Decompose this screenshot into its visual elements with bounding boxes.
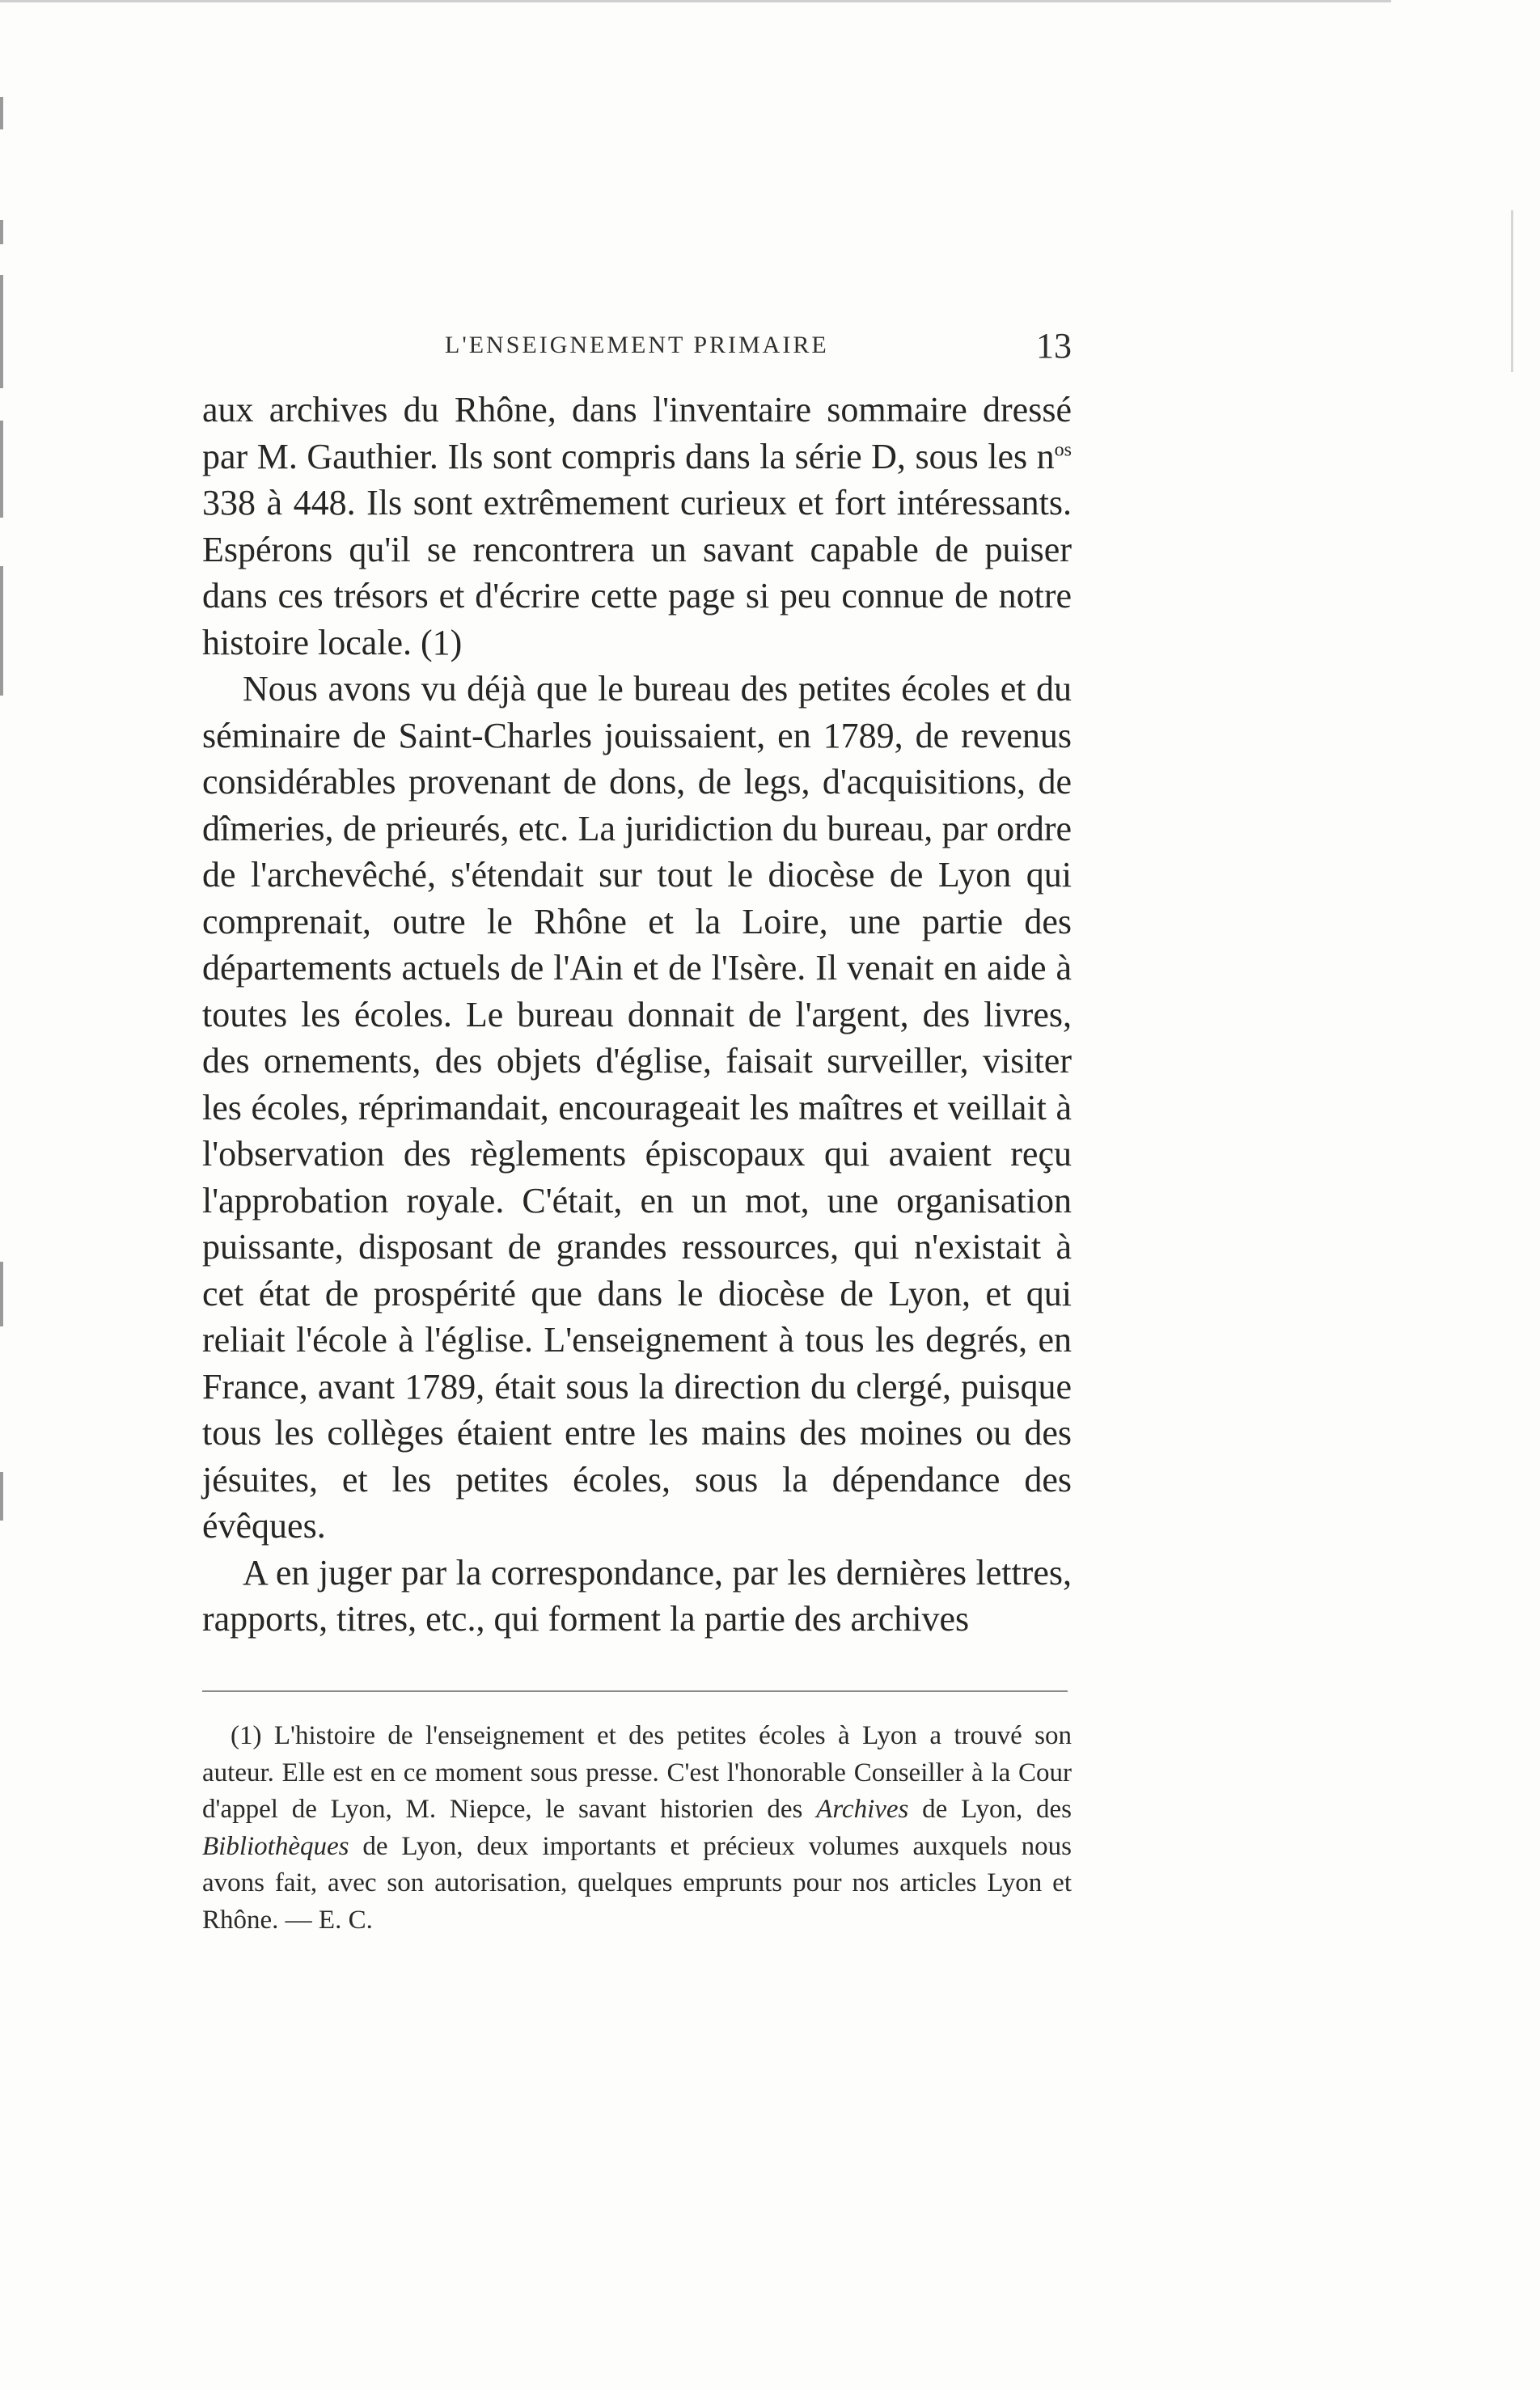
gutter-mark — [0, 566, 3, 696]
running-head — [202, 324, 1072, 372]
paragraph-1-text-b: 338 à 448. Ils sont extrêmement curieux et fort intéressants. Espérons qu'il se rencontrera un savant capable de puiser dans ces trésors et d'écrire cette page si peu connue de notre histoire locale. (1) — [202, 483, 1072, 662]
page-top-edge — [0, 0, 1391, 2]
gutter-mark — [0, 1472, 3, 1521]
main-text — [202, 387, 1072, 1643]
gutter-mark — [0, 421, 3, 518]
page-number: 13 — [1036, 326, 1072, 366]
paragraph-2: Nous avons vu déjà que le bureau des petites écoles et du séminaire de Saint-Charles jouissaient, en 1789, de revenus considérables provenant de dons, de legs, d'acquisitions, de dîmeries, de prieurés, etc. La juridiction du bureau, par ordre de l'archevêché, s'étendait sur tout le diocèse de Lyon qui comprenait, outre le Rhône et la Loire, une partie des départements actuels de l'Ain et de l'Isère. Il venait en aide à toutes les écoles. Le bureau donnait de l'argent, des livres, des ornements, des objets d'église, faisait surveiller, visiter les écoles, réprimandait, encourageait les maîtres et veillait à l'observation des règlements épiscopaux qui avaient reçu l'approbation royale. C'était, en un mot, une organisation puissante, disposant de grandes ressources, qui n'existait à cet état de prospérité que dans le diocèse de Lyon, et qui reliait l'école à l'église. L'enseignement à tous les degrés, en France, avant 1789, était sous la direction du clergé, puisque tous les collèges étaient entre les mains des moines ou des jésuites, et les petites écoles, sous la dépendance des évêques. — [202, 669, 1072, 1546]
footnote-italic-archives: Archives — [816, 1795, 909, 1824]
footnote — [202, 1718, 1072, 1939]
paragraph-1 — [202, 387, 1072, 666]
gutter-mark — [0, 1262, 3, 1326]
footnote-part-3: de Lyon, deux importants et précieux volumes auxquels nous avons fait, avec son autorisation, quelques emprunts pour nos articles Lyon et Rhône. — E. C. — [202, 1831, 1072, 1935]
footnote-part-1: (1) L'histoire de l'enseignement et des petites écoles à Lyon a trouvé son auteur. Elle est en ce moment sous presse. C'est l'honorable Conseiller à la Cour d'appel de Lyon, M. Niepce, le savant historien des — [202, 1721, 1072, 1824]
footnote-italic-bibliotheques: Bibliothèques — [202, 1831, 349, 1861]
gutter-mark — [0, 220, 3, 244]
paragraph-1-text-a: aux archives du Rhône, dans l'inventaire sommaire dressé par M. Gauthier. Ils sont compris dans la série D, sous les n — [202, 390, 1072, 476]
gutter-mark — [0, 97, 3, 129]
footnote-text — [202, 1718, 1072, 1939]
footnote-part-2: de Lyon, des — [908, 1795, 1072, 1824]
gutter-mark — [0, 275, 3, 388]
page-right-edge — [1511, 210, 1513, 372]
numero-superscript: os — [1054, 438, 1072, 460]
paragraph-3: A en juger par la correspondance, par les dernières lettres, rapports, titres, etc., qui forment la partie des archives — [202, 1552, 1072, 1639]
footnote-rule — [202, 1690, 1068, 1692]
running-title: L'ENSEIGNEMENT PRIMAIRE — [445, 332, 829, 358]
